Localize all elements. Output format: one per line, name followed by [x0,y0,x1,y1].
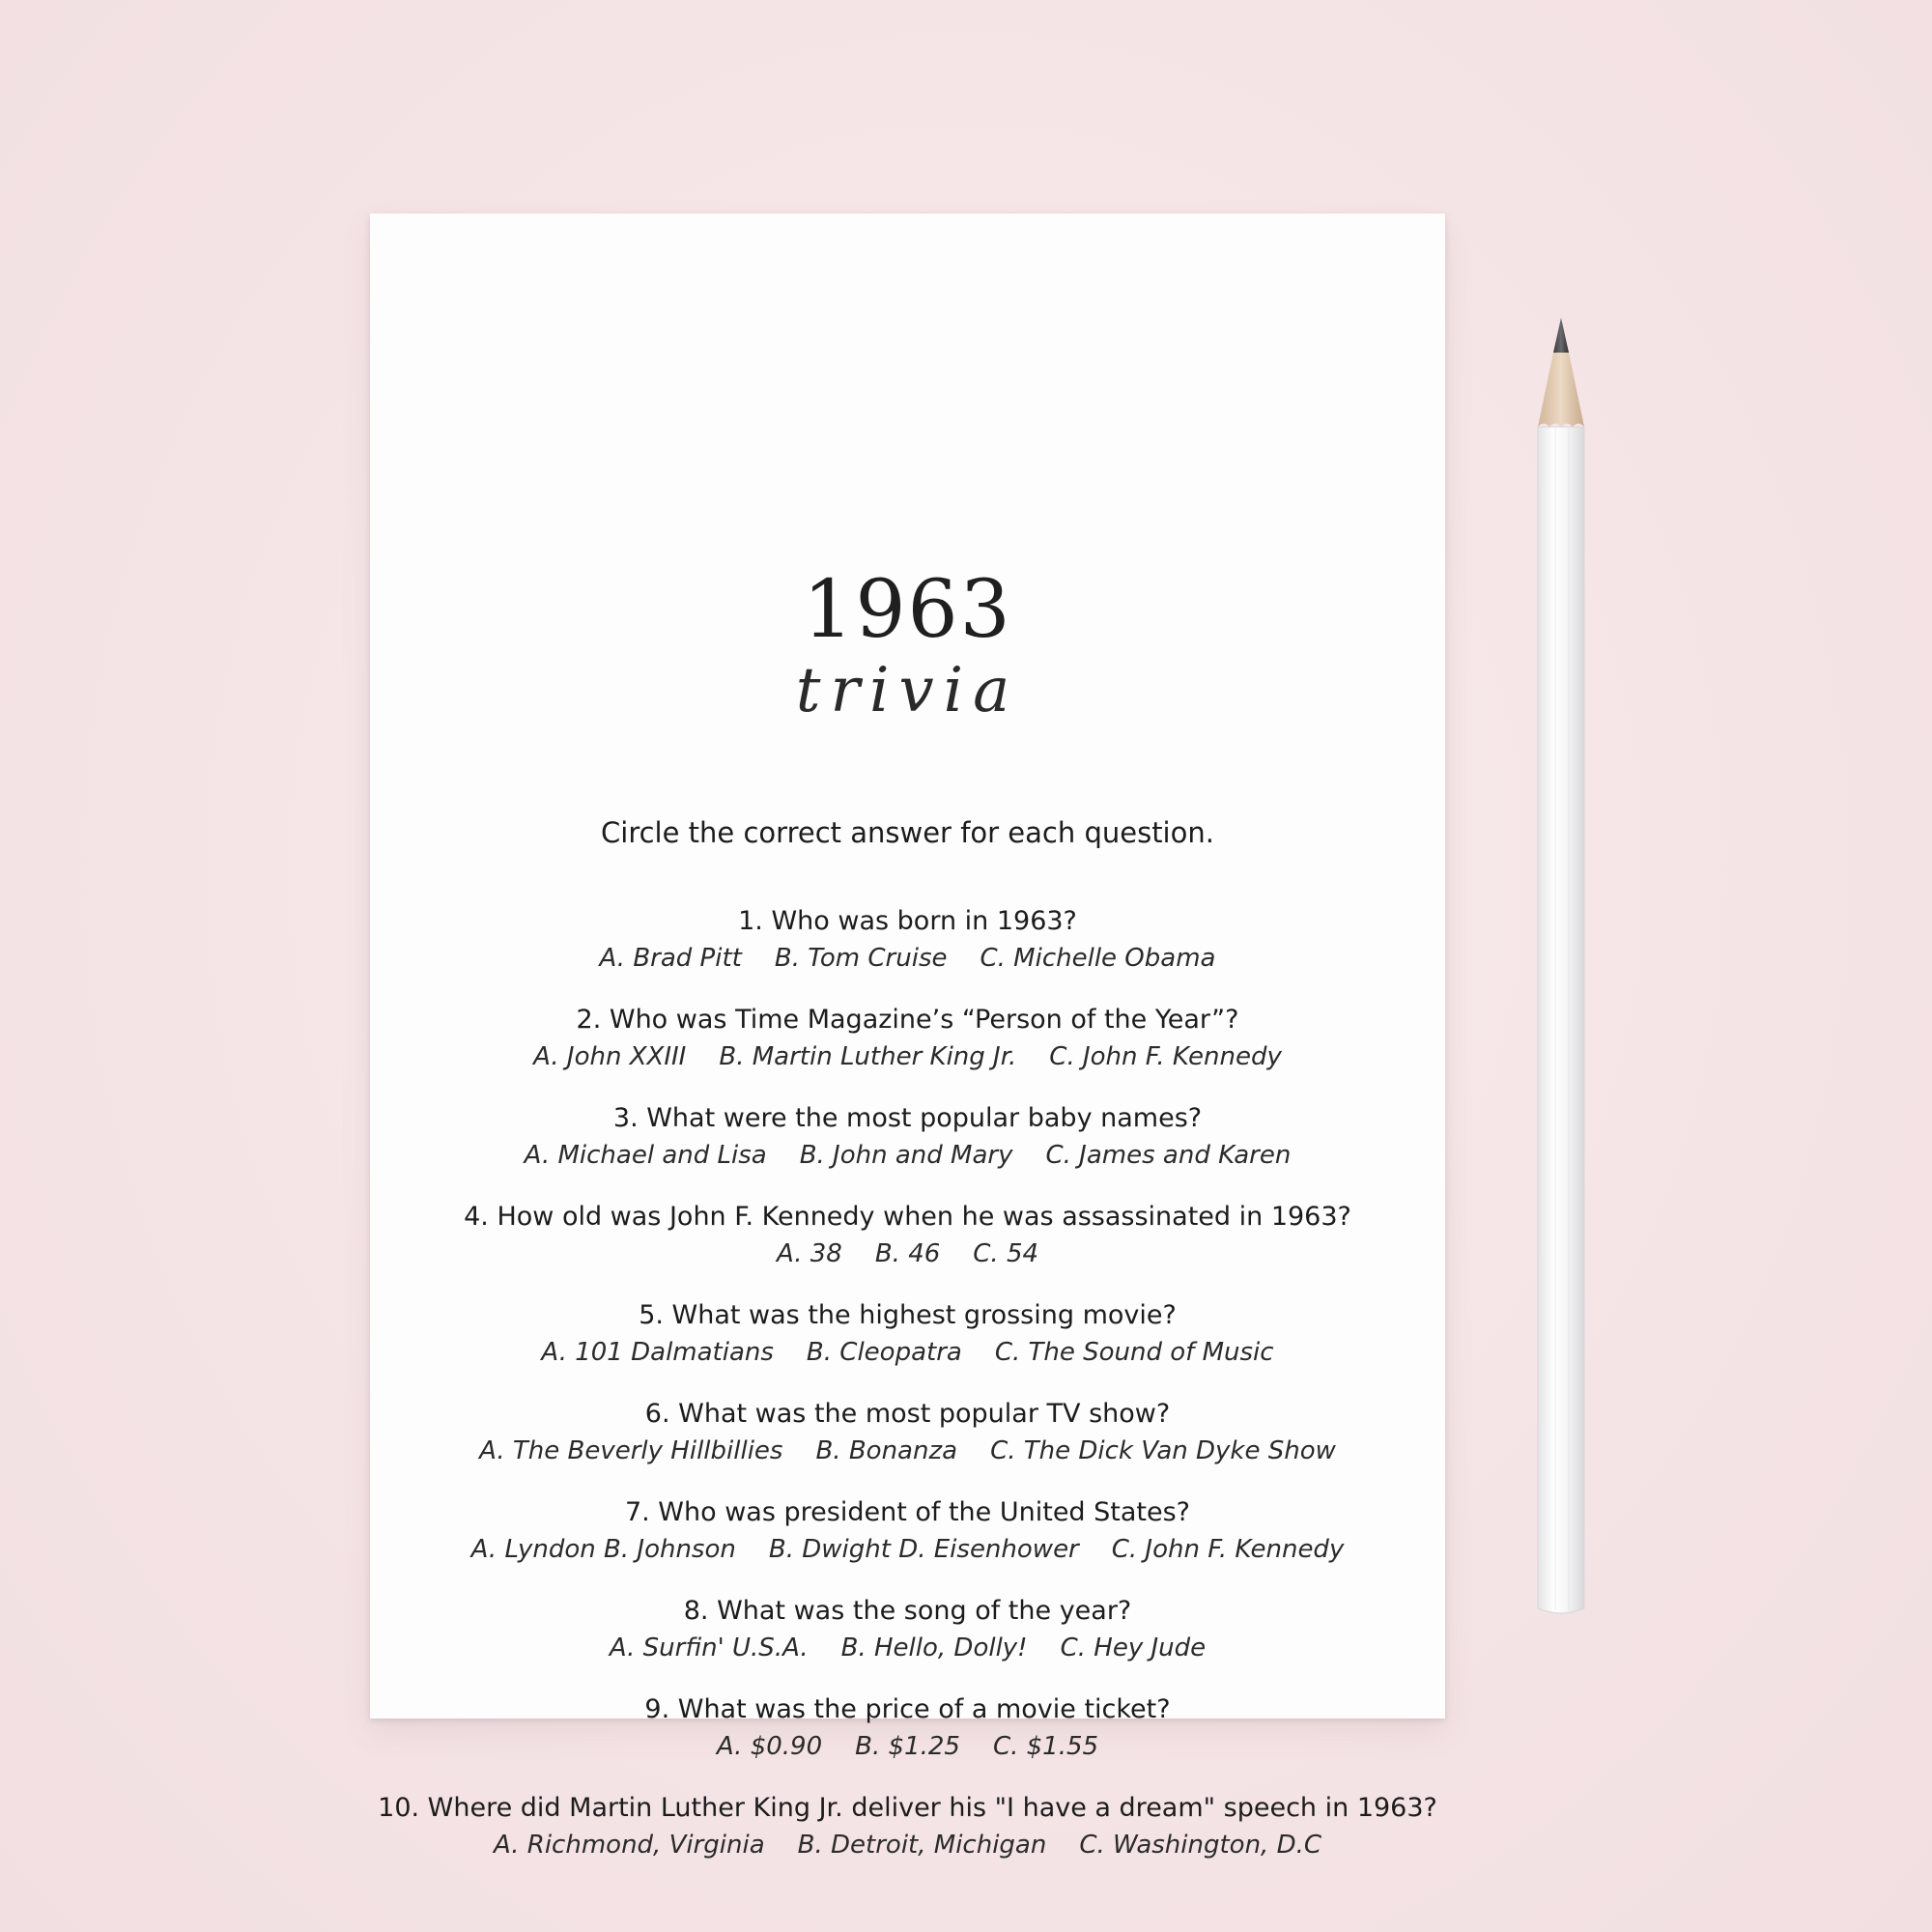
answer-option-c: C. $1.55 [992,1732,1099,1761]
answer-option-a: A. 101 Dalmatians [541,1338,774,1367]
answer-option-c: C. Washington, D.C [1079,1831,1322,1860]
question-item [370,1594,1445,1692]
title-year: 1963 [803,564,1012,656]
answer-options [370,1235,1445,1273]
question-text: 10. Where did Martin Luther King Jr. deliver his "I have a dream" speech in 1963? [378,1793,1437,1823]
answer-option-c: C. Hey Jude [1060,1634,1207,1662]
answer-options [370,1333,1445,1372]
question-text: 2. Who was Time Magazine’s “Person of the Year”? [576,1005,1239,1035]
question-item [370,1200,1445,1298]
answer-option-c: C. The Sound of Music [994,1338,1274,1367]
answer-option-b: B. John and Mary [799,1141,1013,1170]
question-text: 3. What were the most popular baby names? [612,1103,1203,1133]
instruction-text: Circle the correct answer for each question. [601,816,1214,849]
question-text: 1. Who was born in 1963? [738,906,1077,936]
answer-option-c: C. The Dick Van Dyke Show [990,1436,1336,1465]
question-text: 9. What was the price of a movie ticket? [644,1694,1171,1724]
answer-option-c: C. John F. Kennedy [1111,1535,1345,1564]
question-item [370,904,1445,1003]
answer-options [370,1629,1445,1667]
title-script: trivia [795,655,1020,726]
question-item [370,1101,1445,1200]
answer-option-b: B. Hello, Dolly! [840,1634,1028,1662]
card-content [370,213,1445,1860]
answer-options [370,1432,1445,1470]
answer-option-a: A. Richmond, Virginia [493,1831,765,1860]
question-item [370,1298,1445,1397]
answer-option-c: C. John F. Kennedy [1049,1042,1282,1071]
question-text: 8. What was the song of the year? [683,1596,1132,1626]
question-item [370,1692,1445,1791]
answer-option-b: B. $1.25 [855,1732,960,1761]
question-text: 6. What was the most popular TV show? [644,1399,1171,1429]
question-text: 4. How old was John F. Kennedy when he was assassinated in 1963? [464,1202,1351,1232]
answer-option-a: A. John XXIII [533,1042,687,1071]
question-item [370,1495,1445,1594]
answer-option-a: A. Brad Pitt [599,944,742,973]
answer-option-c: C. 54 [973,1239,1039,1268]
answer-option-b: B. Cleopatra [806,1338,962,1367]
answer-option-b: B. Bonanza [815,1436,958,1465]
answer-option-b: B. Martin Luther King Jr. [719,1042,1017,1071]
question-item [370,1397,1445,1495]
answer-option-a: A. $0.90 [716,1732,823,1761]
question-text: 5. What was the highest grossing movie? [639,1300,1177,1330]
answer-option-b: B. Detroit, Michigan [797,1831,1047,1860]
answer-option-b: B. 46 [874,1239,941,1268]
answer-option-c: C. James and Karen [1045,1141,1292,1170]
trivia-card [370,213,1445,1860]
answer-option-a: A. 38 [776,1239,842,1268]
answer-option-a: A. The Beverly Hillbillies [479,1436,783,1465]
answer-options [370,939,1445,978]
answer-options [370,1136,1445,1175]
answer-option-c: C. Michelle Obama [980,944,1216,973]
answer-option-b: B. Dwight D. Eisenhower [768,1535,1079,1564]
answer-option-b: B. Tom Cruise [774,944,948,973]
question-item [370,1791,1445,1889]
answer-option-a: A. Surfin' U.S.A. [609,1634,809,1662]
answer-options [370,1826,1445,1864]
question-list [370,904,1445,1889]
answer-option-a: A. Michael and Lisa [524,1141,767,1170]
pencil-icon [1534,314,1588,1620]
answer-option-a: A. Lyndon B. Johnson [470,1535,736,1564]
answer-options [370,1727,1445,1766]
answer-options [370,1037,1445,1076]
question-text: 7. Who was president of the United States? [624,1497,1191,1527]
question-item [370,1003,1445,1101]
answer-options [370,1530,1445,1569]
